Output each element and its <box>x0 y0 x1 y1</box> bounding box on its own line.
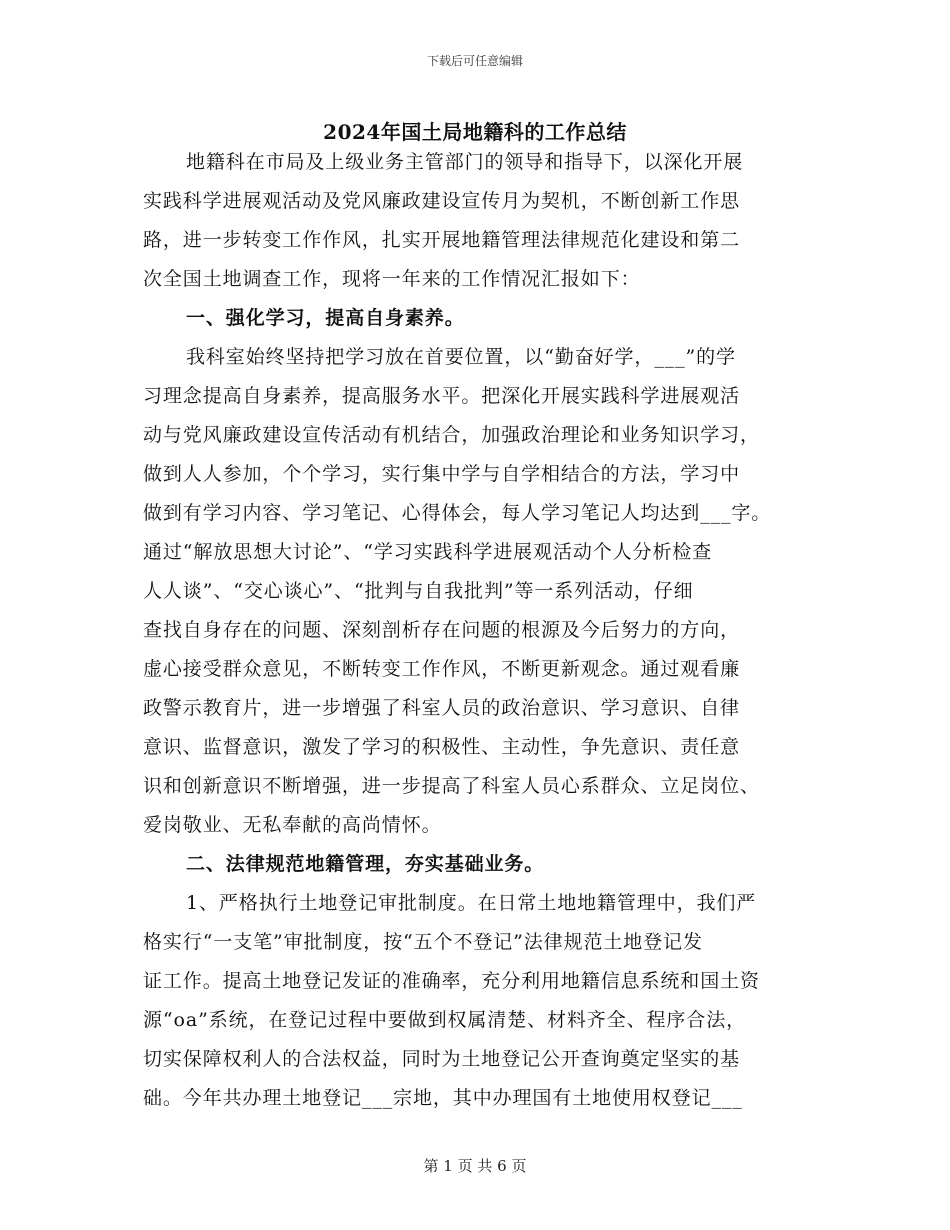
paragraph-line: 源“oa”系统，在登记过程中要做到权属清楚、材料齐全、程序合法， <box>143 1009 746 1031</box>
paragraph-line: 地籍科在市局及上级业务主管部门的领导和指导下，以深化开展 <box>186 151 744 173</box>
paragraph-line: 做到有学习内容、学习笔记、心得体会，每人学习笔记人均达到___字。 <box>143 502 772 524</box>
paragraph-line: 格实行“一支笔”审批制度，按“五个不登记”法律规范土地登记发 <box>143 931 703 953</box>
paragraph-line: 证工作。提高土地登记发证的准确率，充分利用地籍信息系统和国土资 <box>143 970 760 992</box>
paragraph-line: 意识、监督意识，激发了学习的积极性、主动性，争先意识、责任意 <box>143 736 741 758</box>
paragraph-line: 1、严格执行土地登记审批制度。在日常土地地籍管理中，我们严 <box>186 892 757 914</box>
paragraph-line: 政警示教育片，进一步增强了科室人员的政治意识、学习意识、自律 <box>143 697 741 719</box>
paragraph-line: 通过“解放思想大讨论”、“学习实践科学进展观活动个人分析检查 <box>143 541 713 563</box>
paragraph-line: 爱岗敬业、无私奉献的高尚情怀。 <box>143 814 442 836</box>
paragraph-line: 我科室始终坚持把学习放在首要位置，以“勤奋好学，___”的学 <box>186 346 736 368</box>
paragraph-line: 路，进一步转变工作作风，扎实开展地籍管理法律规范化建设和第二 <box>143 229 741 251</box>
paragraph-line: 人人谈”、“交心谈心”、“批判与自我批判”等一系列活动，仔细 <box>143 580 694 602</box>
paragraph-line: 识和创新意识不断增强，进一步提高了科室人员心系群众、立足岗位、 <box>143 775 760 797</box>
page-header-note: 下载后可任意编辑 <box>426 54 523 68</box>
paragraph-line: 切实保障权利人的合法权益，同时为土地登记公开查询奠定坚实的基 <box>143 1048 741 1070</box>
paragraph-line: 查找自身存在的问题、深刻剖析存在问题的根源及今后努力的方向， <box>143 619 741 641</box>
paragraph-line: 次全国土地调查工作，现将一年来的工作情况汇报如下： <box>143 268 641 290</box>
paragraph-line: 动与党风廉政建设宣传活动有机结合，加强政治理论和业务知识学习， <box>143 424 760 446</box>
paragraph-line: 实践科学进展观活动及党风廉政建设宣传月为契机，不断创新工作思 <box>143 190 741 212</box>
paragraph-line: 做到人人参加，个个学习，实行集中学与自学相结合的方法，学习中 <box>143 463 741 485</box>
page-number: 第 1 页 共 6 页 <box>423 1157 527 1175</box>
paragraph-line: 习理念提高自身素养，提高服务水平。把深化开展实践科学进展观活 <box>143 385 741 407</box>
paragraph-line: 础。今年共办理土地登记___宗地，其中办理国有土地使用权登记___ <box>143 1087 743 1109</box>
section-heading: 二、法律规范地籍管理，夯实基础业务。 <box>186 853 545 875</box>
paragraph-line: 虚心接受群众意见，不断转变工作作风，不断更新观念。通过观看廉 <box>143 658 741 680</box>
section-heading: 一、强化学习，提高自身素养。 <box>186 307 465 329</box>
document-title: 2024年国土局地籍科的工作总结 <box>323 120 627 144</box>
